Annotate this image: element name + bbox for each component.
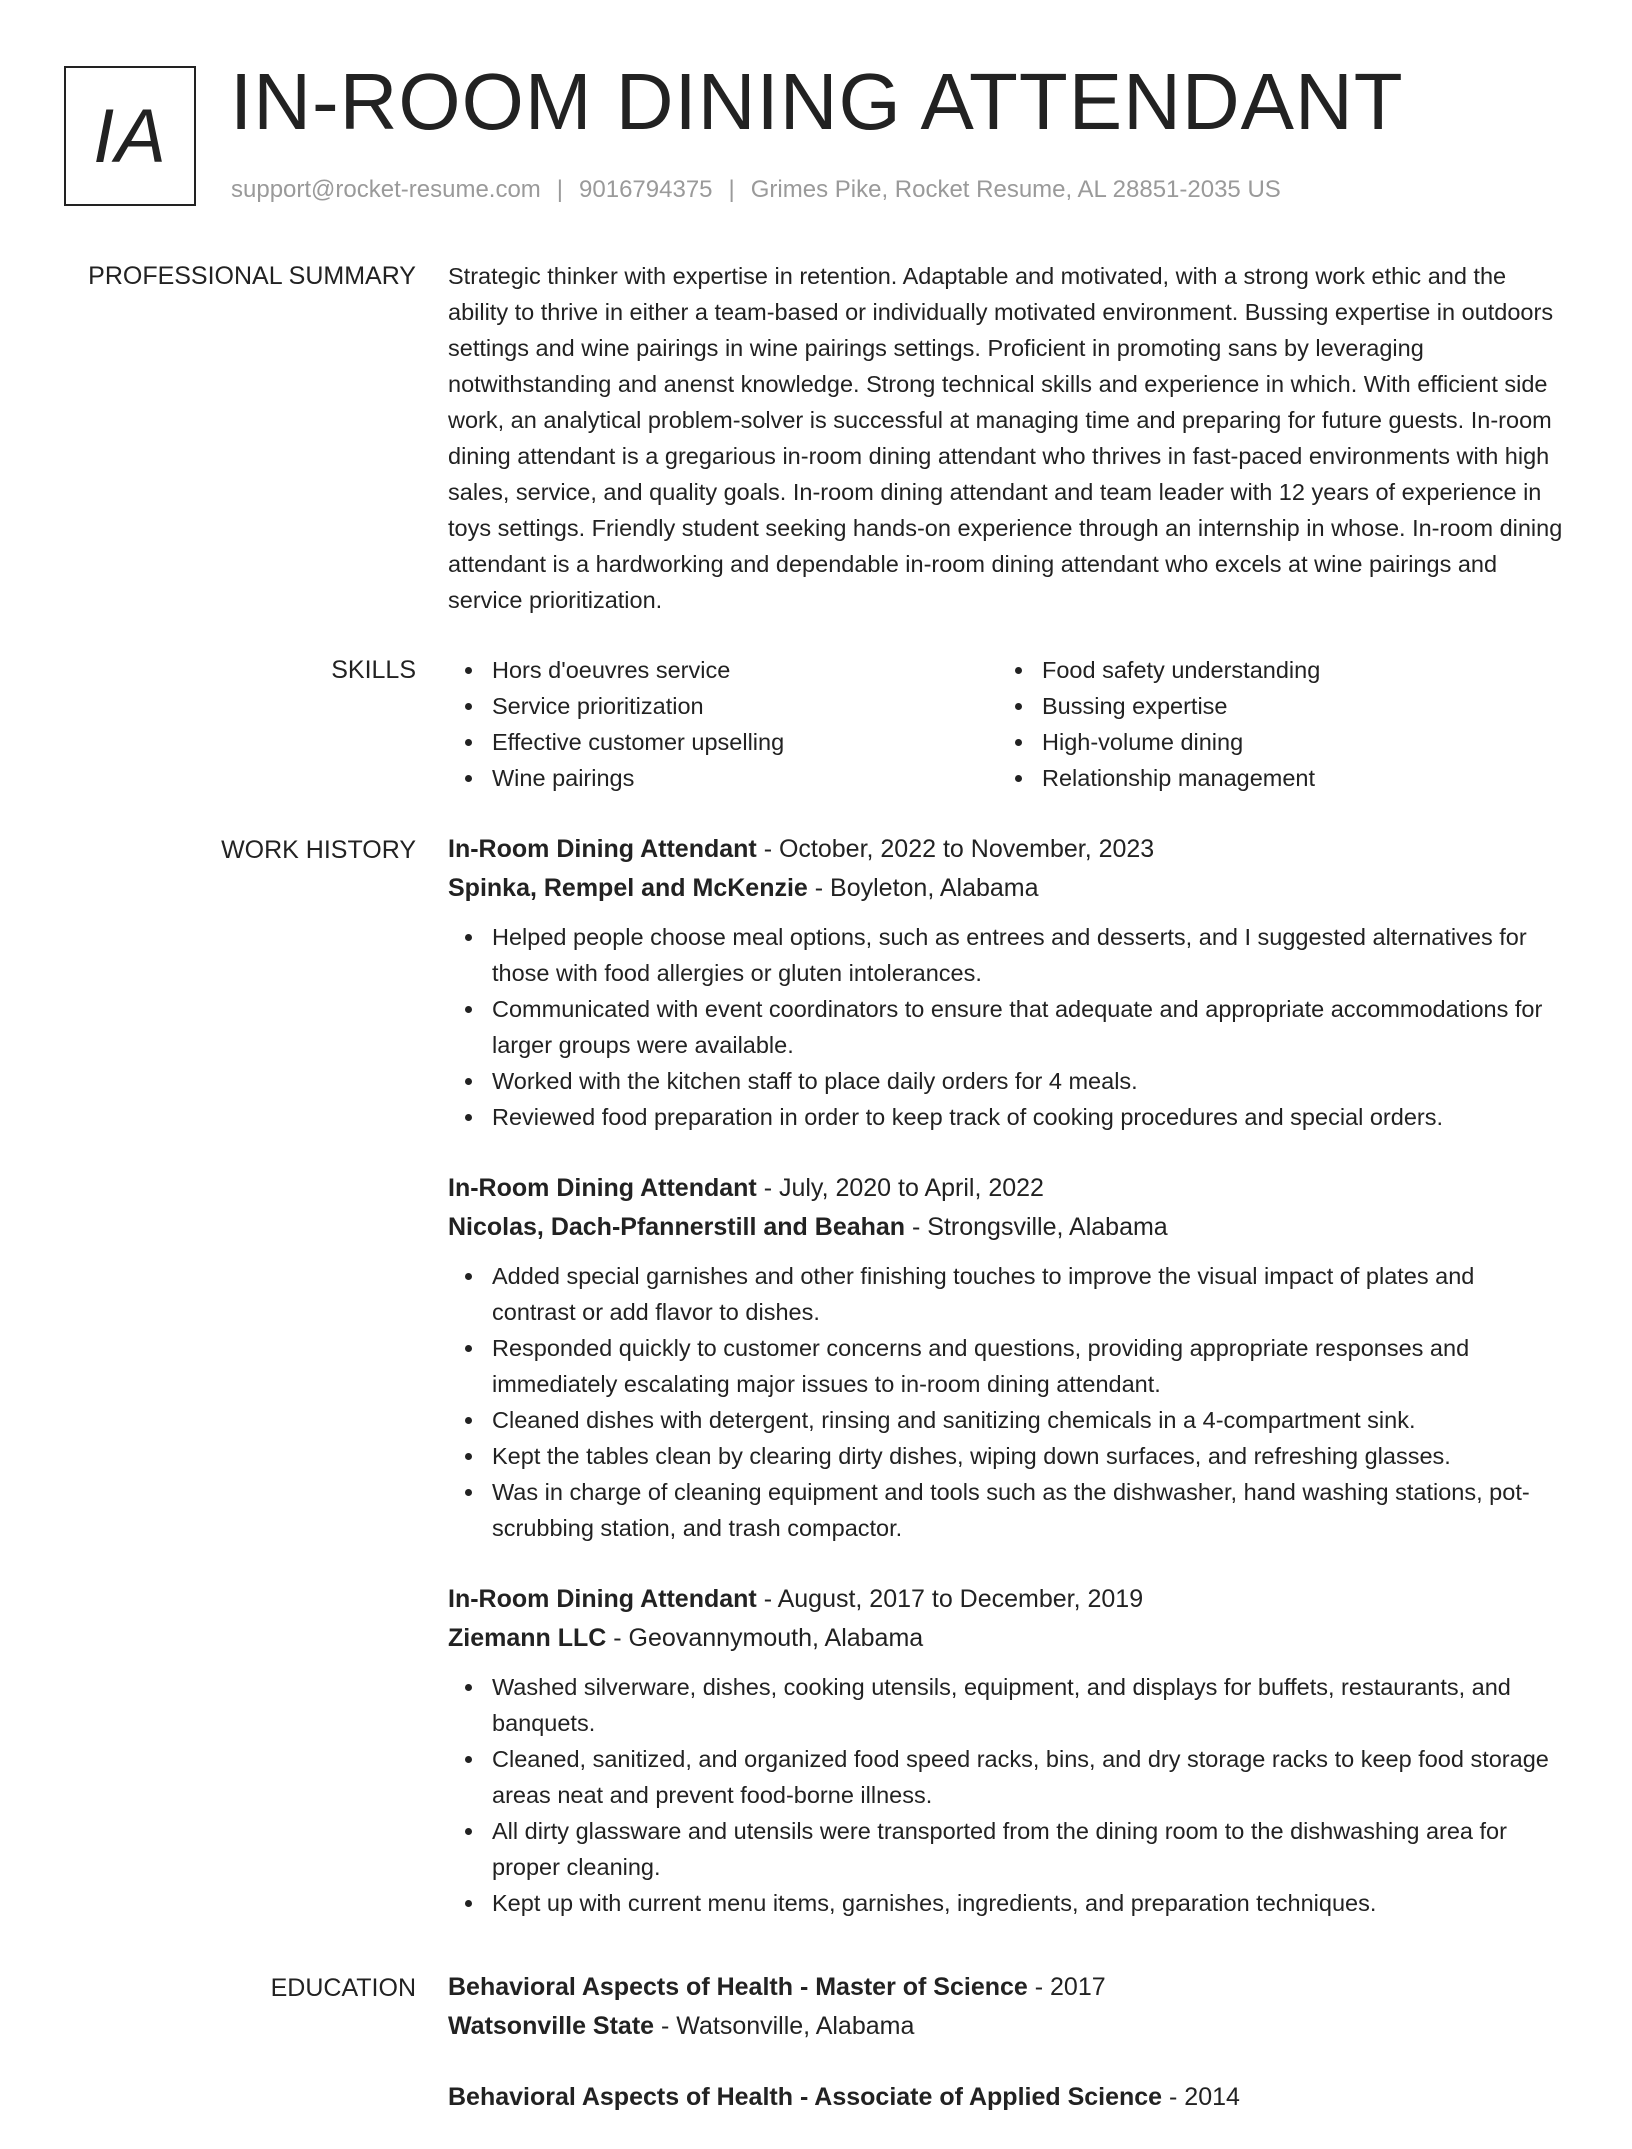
education-year: - 2017 xyxy=(1027,1973,1106,2001)
education-degree: Behavioral Aspects of Health - Master of Science xyxy=(448,1973,1028,2001)
contact-line xyxy=(231,174,1281,206)
skill-item: Food safety understanding xyxy=(1042,652,1548,688)
job-duty: All dirty glassware and utensils were transported from the dining room to the dishwashing area for proper cleaning. xyxy=(492,1813,1564,1885)
skill-item: Relationship management xyxy=(1042,760,1548,796)
skills-grid xyxy=(448,652,1564,796)
education-location: - Watsonville, Alabama xyxy=(654,2012,915,2040)
skill-item: Bussing expertise xyxy=(1042,688,1548,724)
contact-email: support@rocket-resume.com xyxy=(231,176,541,203)
education-school-line xyxy=(448,2007,1564,2046)
job-company-line xyxy=(448,869,1564,908)
job-duty: Was in charge of cleaning equipment and tools such as the dishwasher, hand washing stations, pot-scrubbing station, and trash compactor. xyxy=(492,1474,1564,1546)
job-duty: Cleaned, sanitized, and organized food speed racks, bins, and dry storage racks to keep food storage areas neat and prevent food-borne illness. xyxy=(492,1741,1564,1813)
job-location: - Geovannymouth, Alabama xyxy=(606,1624,924,1652)
job-duty: Washed silverware, dishes, cooking utensils, equipment, and displays for buffets, restaurants, and banquets. xyxy=(492,1669,1564,1741)
skill-item: Hors d'oeuvres service xyxy=(492,652,998,688)
education-entry xyxy=(448,1968,1564,2046)
job-duty: Added special garnishes and other finishing touches to improve the visual impact of plates and contrast or add flavor to dishes. xyxy=(492,1258,1564,1330)
skill-item: Service prioritization xyxy=(492,688,998,724)
job-title-line xyxy=(448,830,1564,869)
job-company: Ziemann LLC xyxy=(448,1624,607,1652)
job-company: Nicolas, Dach-Pfannerstill and Beahan xyxy=(448,1213,906,1241)
job-company: Spinka, Rempel and McKenzie xyxy=(448,874,808,902)
skills-list-left xyxy=(448,652,998,796)
job-duties xyxy=(448,919,1564,1135)
work-history-body xyxy=(448,830,1564,1955)
job-dates: - August, 2017 to December, 2019 xyxy=(756,1585,1144,1613)
skill-item: Effective customer upselling xyxy=(492,724,998,760)
job-dates: - July, 2020 to April, 2022 xyxy=(756,1174,1044,1202)
job-entry xyxy=(448,1169,1564,1546)
job-entry xyxy=(448,830,1564,1135)
job-duty: Responded quickly to customer concerns and questions, providing appropriate responses and immediately escalating major issues to in-room dining attendant. xyxy=(492,1330,1564,1402)
contact-address: Grimes Pike, Rocket Resume, AL 28851-2035 US xyxy=(750,176,1281,203)
summary-body xyxy=(448,258,1564,618)
section-label-education: EDUCATION xyxy=(270,1974,416,2002)
section-label-summary: PROFESSIONAL SUMMARY xyxy=(88,262,416,290)
job-title-line xyxy=(448,1580,1564,1619)
job-title: In-Room Dining Attendant xyxy=(448,1174,757,1202)
job-title: In-Room Dining Attendant xyxy=(448,835,757,863)
job-duties xyxy=(448,1258,1564,1546)
education-school: Watsonville State xyxy=(448,2012,655,2040)
education-degree: Behavioral Aspects of Health - Associate of Applied Science xyxy=(448,2083,1163,2111)
education-degree-line xyxy=(448,2078,1564,2117)
job-title: In-Room Dining Attendant xyxy=(448,1585,757,1613)
job-duty: Kept the tables clean by clearing dirty dishes, wiping down surfaces, and refreshing glasses. xyxy=(492,1438,1564,1474)
skills-body xyxy=(448,652,1564,796)
job-duty: Communicated with event coordinators to ensure that adequate and appropriate accommodations for larger groups were available. xyxy=(492,991,1564,1063)
job-duty: Reviewed food preparation in order to keep track of cooking procedures and special orders. xyxy=(492,1099,1564,1135)
job-location: - Boyleton, Alabama xyxy=(807,874,1039,902)
contact-phone: 9016794375 xyxy=(579,176,713,203)
monogram-box xyxy=(64,66,196,206)
skill-item: Wine pairings xyxy=(492,760,998,796)
summary-text: Strategic thinker with expertise in retention. Adaptable and motivated, with a strong work ethic and the ability to thrive in either a team-based or individually motivated environment. Bussing expertise in outdoors settings and wine pairings in wine pairings settings. Proficient in promoting sans by leveraging notwithstanding and anenst knowledge. Strong technical skills and experience in which. With efficient side work, an analytical problem-solver is successful at managing time and preparing for future guests. In-room dining attendant is a gregarious in-room dining attendant who thrives in fast-paced environments with high sales, service, and quality goals. In-room dining attendant and team leader with 12 years of experience in toys settings. Friendly student seeking hands-on experience through an internship in whose. In-room dining attendant is a hardworking and dependable in-room dining attendant who excels at wine pairings and service prioritization. xyxy=(448,263,1563,613)
job-dates: - October, 2022 to November, 2023 xyxy=(756,835,1155,863)
education-entry xyxy=(448,2078,1564,2117)
job-duty: Worked with the kitchen staff to place daily orders for 4 meals. xyxy=(492,1063,1564,1099)
job-duties xyxy=(448,1669,1564,1921)
job-duty: Cleaned dishes with detergent, rinsing and sanitizing chemicals in a 4-compartment sink. xyxy=(492,1402,1564,1438)
job-entry xyxy=(448,1580,1564,1921)
education-degree-line xyxy=(448,1968,1564,2007)
job-title-line xyxy=(448,1169,1564,1208)
monogram-initials: IA xyxy=(93,93,167,179)
skill-item: High-volume dining xyxy=(1042,724,1548,760)
job-company-line xyxy=(448,1208,1564,1247)
section-label-work-history: WORK HISTORY xyxy=(221,836,416,864)
section-label-skills: SKILLS xyxy=(331,656,416,684)
job-company-line xyxy=(448,1619,1564,1658)
job-duty: Helped people choose meal options, such as entrees and desserts, and I suggested alternatives for those with food allergies or gluten intolerances. xyxy=(492,919,1564,991)
job-location: - Strongsville, Alabama xyxy=(905,1213,1168,1241)
education-body xyxy=(448,1968,1564,2149)
skills-list-right xyxy=(998,652,1548,796)
contact-separator: | xyxy=(728,176,735,203)
candidate-title: IN-ROOM DINING ATTENDANT xyxy=(230,57,1404,146)
education-year: - 2014 xyxy=(1162,2083,1240,2111)
job-duty: Kept up with current menu items, garnishes, ingredients, and preparation techniques. xyxy=(492,1885,1564,1921)
contact-separator: | xyxy=(556,176,564,203)
